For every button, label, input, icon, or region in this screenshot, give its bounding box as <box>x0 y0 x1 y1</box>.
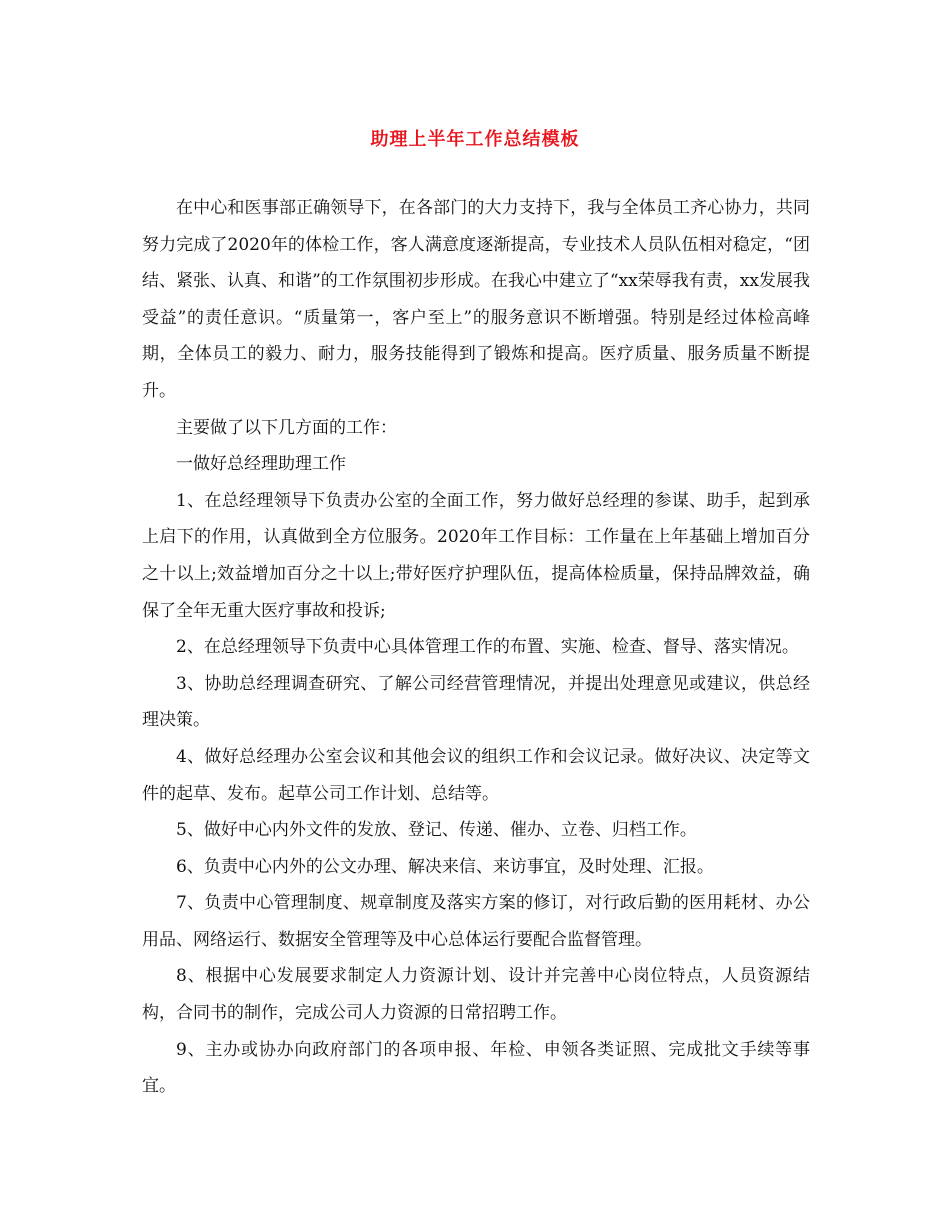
document-title: 助理上半年工作总结模板 <box>370 129 580 150</box>
list-item-3: 3、协助总经理调查研究、了解公司经营管理情况，并提出处理意见或建议，供总经理决策。 <box>142 673 810 731</box>
list-item-9: 9、主办或协办向政府部门的各项申报、年检、申领各类证照、完成批文手续等事宜。 <box>142 1039 810 1097</box>
list-item-5: 5、做好中心内外文件的发放、登记、传递、催办、立卷、归档工作。 <box>176 820 697 841</box>
list-item-1: 1、在总经理领导下负责办公室的全面工作，努力做好总经理的参谋、助手，起到承上启下的作用，认真做到全方位服务。2020年工作目标：工作量在上年基础上增加百分之十以上;效益增加百分之十以上;带好医疗护理队伍，提高体检质量，保持品牌效益，确保了全年无重大医疗事故和投诉; <box>142 490 810 621</box>
list-item-6: 6、负责中心内外的公文办理、解决来信、来访事宜，及时处理、汇报。 <box>176 856 714 877</box>
intro-paragraph: 在中心和医事部正确领导下，在各部门的大力支持下，我与全体员工齐心协力，共同努力完成了2020年的体检工作，客人满意度逐渐提高，专业技术人员队伍相对稳定，“团结、紧张、认真、和谐”的工作氛围初步形成。在我心中建立了“xx荣辱我有责，xx发展我受益”的责任意识。“质量第一，客户至上”的服务意识不断增强。特别是经过体检高峰期，全体员工的毅力、耐力，服务技能得到了锻炼和提高。医疗质量、服务质量不断提升。 <box>142 198 810 401</box>
list-item-2: 2、在总经理领导下负责中心具体管理工作的布置、实施、检查、督导、落实情况。 <box>176 637 799 658</box>
list-item-4: 4、做好总经理办公室会议和其他会议的组织工作和会议记录。做好决议、决定等文件的起草、发布。起草公司工作计划、总结等。 <box>142 746 810 804</box>
document-body <box>142 190 810 1105</box>
list-item-8: 8、根据中心发展要求制定人力资源计划、设计并完善中心岗位特点，人员资源结构，合同书的制作，完成公司人力资源的日常招聘工作。 <box>142 966 810 1024</box>
work-summary-lead: 主要做了以下几方面的工作： <box>176 417 397 438</box>
section-heading: 一做好总经理助理工作 <box>176 454 346 475</box>
list-item-7: 7、负责中心管理制度、规章制度及落实方案的修订，对行政后勤的医用耗材、办公用品、网络运行、数据安全管理等及中心总体运行要配合监督管理。 <box>142 893 810 950</box>
